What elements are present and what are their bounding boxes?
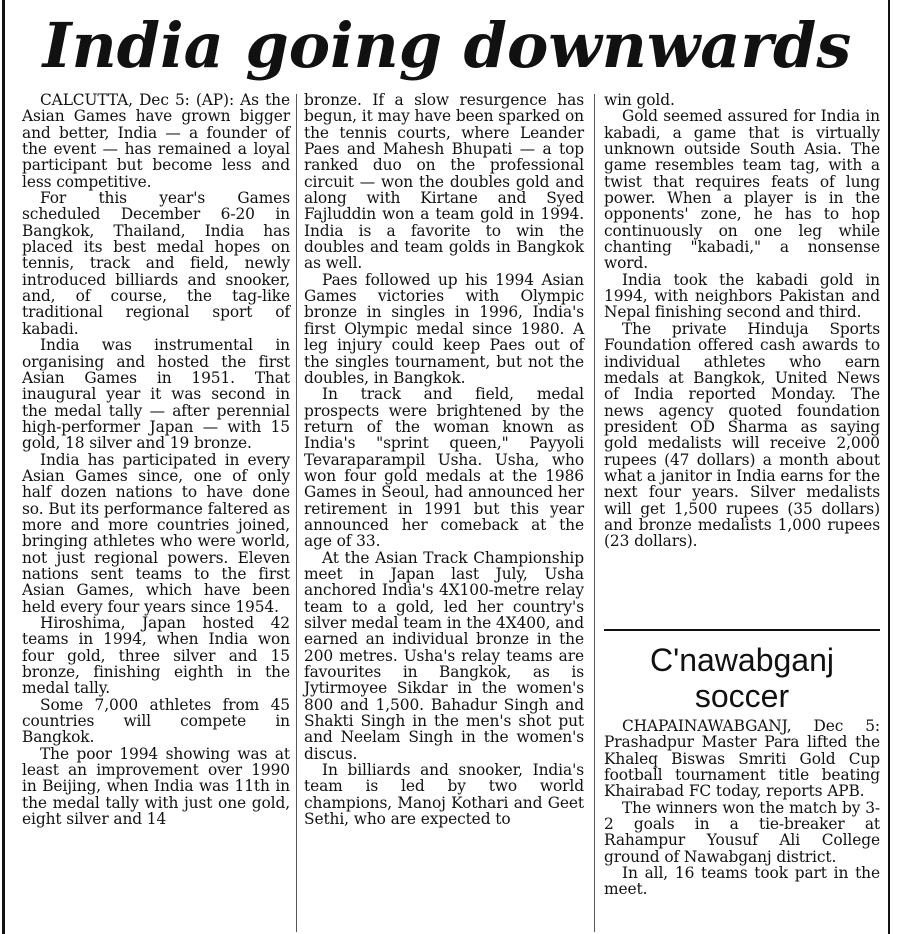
sidebar-story: [604, 718, 880, 898]
article-paragraph: India took the kabadi gold in 1994, with neighbors Pakistan and Nepal finishing second and third.: [604, 270, 880, 322]
article-paragraph: At the Asian Track Championship meet in Japan last July, Usha anchored India's 4X100-metre relay team to a gold, led her country's silver medal team in the 4X400, and earned an individual bronze in the 200 metres. Usha's relay teams are favourites in Bangkok, as is Jytirmoyee Sikdar in the women's 800 and 1,500. Bahadur Singh and Shakti Singh in the men's shot put and Neelam Singh in the women's discus.: [304, 548, 584, 763]
article-paragraph: In billiards and snooker, India's team is led by two world champions, Manoj Kothari and Geet Sethi, who are expected to: [304, 761, 584, 829]
sidebar-headline: C'nawabganj soccer: [649, 642, 834, 714]
sidebar-divider: [604, 629, 880, 631]
article-paragraph: The poor 1994 showing was at least an improvement over 1990 in Beijing, when India was 11th in the medal tally with just one gold, eight silver and 14: [22, 744, 290, 829]
article-column-3: [604, 92, 880, 550]
article-paragraph: Some 7,000 athletes from 45 countries will compete in Bangkok.: [22, 695, 290, 747]
article-paragraph: Hiroshima, Japan hosted 42 teams in 1994, when India won four gold, three silver and 15 bronze, finishing eighth in the medal tally.: [22, 614, 290, 698]
article-paragraph: In track and field, medal prospects were brightened by the return of the woman known as India's "sprint queen," Payyoli Tevaraparampil Usha. Usha, who won four gold medals at the 1986 Games in Seoul, had announced her retirement in 1991 but this year announced her comeback at the age of 33.: [304, 385, 584, 551]
sidebar-paragraph: In all, 16 teams took part in the meet.: [604, 864, 880, 899]
right-border-rule: [888, 0, 890, 934]
sidebar-paragraph: CHAPAINAWABGANJ, Dec 5: Prashadpur Master Para lifted the Khaleq Biswas Smriti Gold Cup football tournament title beating Khairabad FC today, reports APB.: [604, 717, 880, 801]
article-paragraph: India was instrumental in organising and hosted the first Asian Games in 1951. That inaugural year it was second in the medal tally — after perennial high-performer Japan — with 15 gold, 18 silver and 19 bronze.: [22, 336, 290, 453]
headline: India going downwards: [42, 9, 852, 82]
article-paragraph: For this year's Games scheduled December 6-20 in Bangkok, Thailand, India has placed its best medal hopes on tennis, track and field, newly introduced billiards and snooker, and, of course, the tag-like traditional regional sport of kabadi.: [22, 189, 290, 338]
article-column-1: [22, 92, 290, 827]
sidebar-paragraph: The winners won the match by 3-2 goals in a tie-breaker at Rahampur Yousuf Ali College ground of Nawabganj district.: [604, 798, 880, 866]
article-paragraph: India has participated in every Asian Games since, one of only half dozen nations to have done so. But its performance faltered as more and more countries joined, bringing athletes who were world, not just regional powers. Eleven nations sent teams to the first Asian Games, which have been held every four years since 1954.: [22, 450, 290, 616]
column-rule: [594, 94, 595, 932]
article-paragraph: Paes followed up his 1994 Asian Games victories with Olympic bronze in singles in 1996, India's first Olympic medal since 1980. A leg injury could keep Paes out of the singles tournament, but not the doubles, in Bangkok.: [304, 270, 584, 387]
article-paragraph: Gold seemed assured for India in kabadi, a game that is virtually unknown outside South Asia. The game resembles team tag, with a twist that requires feats of lung power. When a player is in the opponents' zone, he has to hop continuously on one leg while chanting "kabadi," a nonsense word.: [604, 107, 880, 273]
left-border-rule: [2, 0, 5, 934]
article-paragraph: bronze. If a slow resurgence has begun, it may have been sparked on the tennis courts, where Leander Paes and Mahesh Bhupati — a top ranked duo on the professional circuit — won the doubles gold and along with Kirtane and Syed Fajluddin won a team gold in 1994. India is a favorite to win the doubles and team golds in Bangkok as well.: [304, 91, 584, 273]
article-paragraph: The private Hinduja Sports Foundation offered cash awards to individual athletes who earn medals at Bangkok, United News of India reported Monday. The news agency quoted foundation president OD Sharma as saying gold medalists will receive 2,000 rupees (47 dollars) a month about what a janitor in India earns for the next four years. Silver medalists will get 1,500 rupees (35 dollars) and bronze medalists 1,000 rupees (23 dollars).: [604, 319, 880, 551]
article-paragraph: CALCUTTA, Dec 5: (AP): As the Asian Games have grown bigger and better, India — a founder of the event — has remained a loyal participant but become less and less competitive.: [22, 91, 290, 191]
article-column-2: [304, 92, 584, 827]
article-paragraph: win gold.: [604, 91, 675, 109]
column-rule: [296, 94, 297, 932]
